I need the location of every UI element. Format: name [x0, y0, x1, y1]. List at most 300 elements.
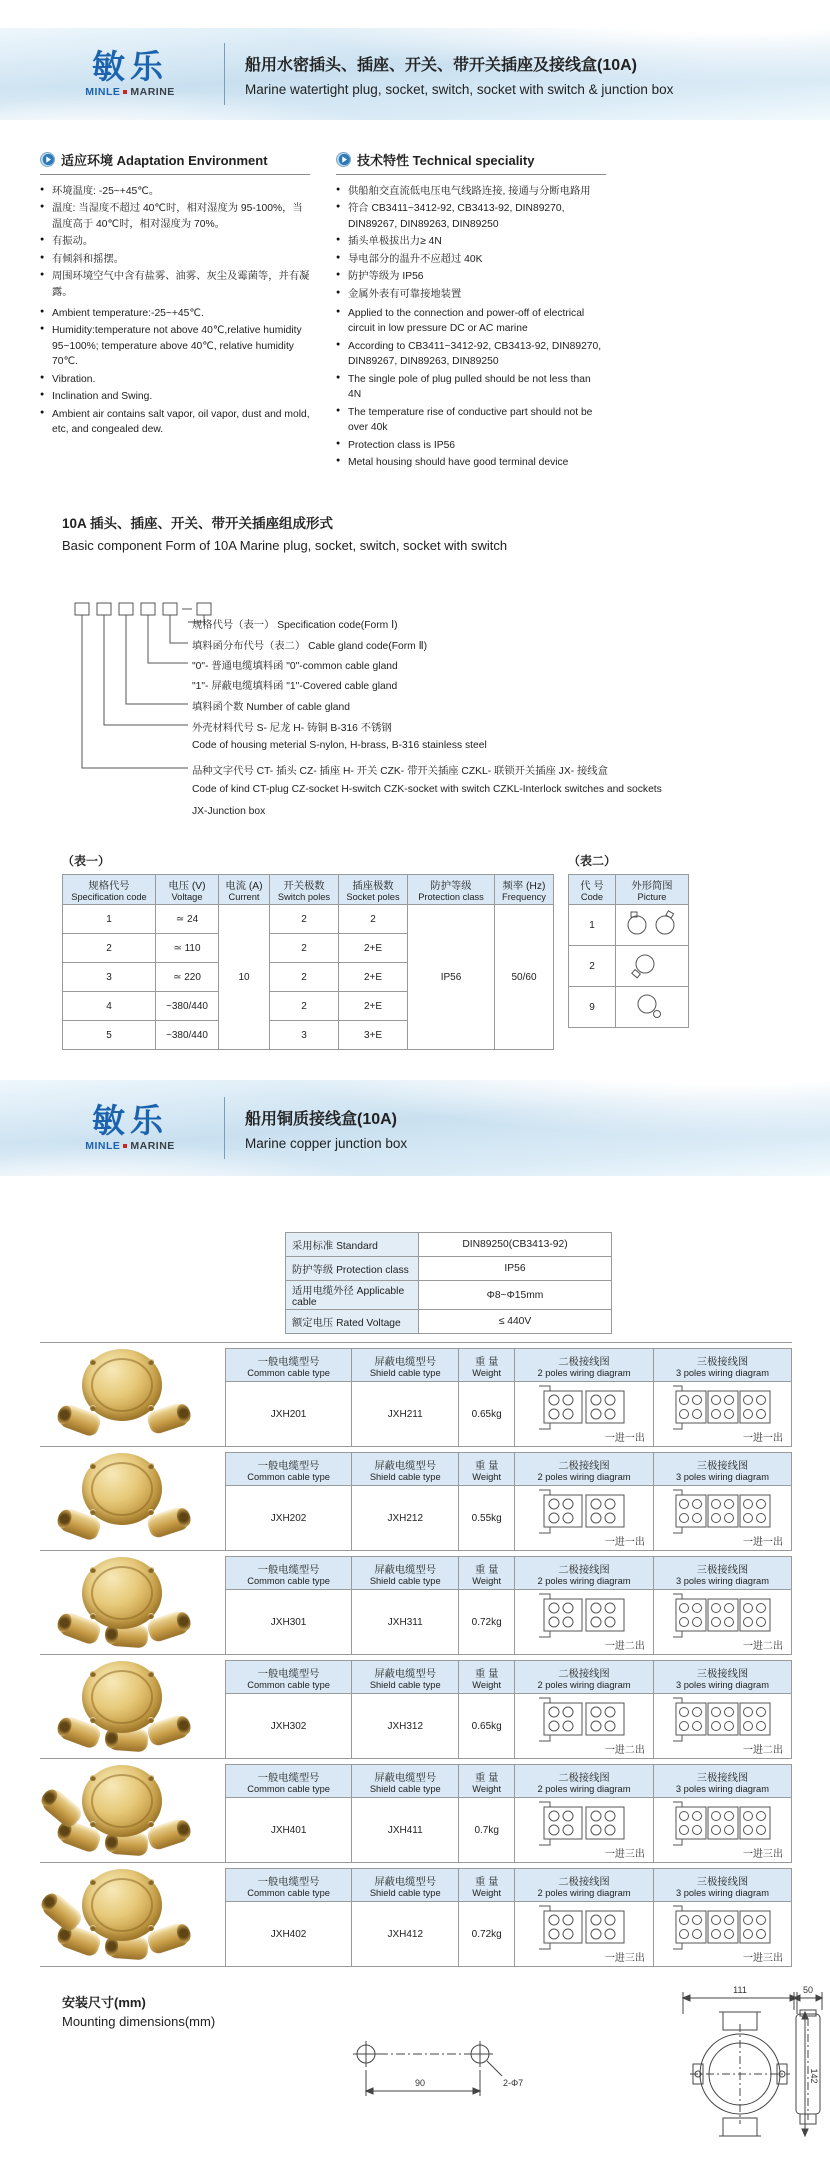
- wiring-diagram-3-poles-icon: [672, 1385, 772, 1431]
- header-en: 3 poles wiring diagram: [675, 1679, 769, 1690]
- page1-title-cn: 船用水密插头、插座、开关、带开关插座及接线盒(10A): [245, 56, 638, 74]
- header-en: 3 poles wiring diagram: [675, 1471, 769, 1482]
- wiring-3p-cell: [653, 1382, 791, 1447]
- section-bullet-icon: [336, 152, 351, 167]
- section-bullet-icon: [40, 152, 55, 167]
- header-divider: [224, 1097, 225, 1159]
- product-row-jxh202: [40, 1446, 792, 1550]
- feature-columns: [40, 150, 606, 472]
- header-en: 2 poles wiring diagram: [537, 1575, 631, 1586]
- spec-code-cell: 4: [63, 992, 156, 1021]
- list-item: ● 供船舶交直流低电压电气线路连接, 接通与分断电路用: [336, 184, 606, 199]
- flow-label: 一进二出: [604, 1640, 645, 1652]
- flow-label: 一进一出: [743, 1432, 783, 1444]
- form2-label: （表二）: [568, 854, 617, 868]
- flow-label: 一进三出: [604, 1848, 645, 1860]
- header-en: 2 poles wiring diagram: [537, 1887, 631, 1898]
- technical-heading-text: 技术特性 Technical speciality: [357, 153, 535, 168]
- weight-cell: 0.65kg: [459, 1694, 515, 1759]
- header-en: Shield cable type: [369, 1471, 441, 1482]
- socket-poles-cell: 3+E: [339, 1021, 408, 1050]
- table-row: [569, 946, 689, 987]
- product-table: [225, 1348, 792, 1447]
- common-type-cell: JXH301: [226, 1590, 352, 1655]
- table-row: [286, 1310, 612, 1334]
- standard-value: DIN89250(CB3413-92): [419, 1233, 612, 1257]
- shield-type-cell: JXH312: [352, 1694, 459, 1759]
- brand-red-dot-icon: [123, 90, 127, 94]
- standard-value: IP56: [419, 1257, 612, 1281]
- product-table: [225, 1764, 792, 1863]
- switch-poles-cell: 2: [270, 905, 339, 934]
- product-row-jxh402: [40, 1862, 792, 1967]
- gland-code-cell: 9: [569, 987, 616, 1028]
- technical-section: [336, 150, 606, 472]
- header-cn: 频率 (Hz): [502, 881, 546, 892]
- technical-heading: [336, 150, 606, 175]
- gland-picture-cell: [616, 946, 689, 987]
- header-cn: 一般电缆型号: [257, 1668, 320, 1680]
- label-cn: 采用标准: [292, 1241, 334, 1252]
- component-form-title-en: Basic component Form of 10A Marine plug, socket, switch, socket with switch: [62, 538, 508, 553]
- shield-type-cell: JXH412: [352, 1902, 459, 1967]
- common-type-cell: JXH202: [226, 1486, 352, 1551]
- code-label-material-cn: 外壳材料代号 S- 尼龙 H- 铸铜 B-316 不锈钢: [192, 723, 392, 734]
- adaptation-cn-list: [40, 184, 310, 306]
- label-en: Protection class: [336, 1265, 409, 1276]
- table-row: [226, 1902, 792, 1967]
- junction-box-body: [82, 1661, 162, 1733]
- adaptation-heading: [40, 150, 310, 175]
- code-label-gland-code: 填料函分布代号（表二） Cable gland code(Form Ⅱ): [192, 641, 428, 652]
- list-item: ● Metal housing should have good terminal device: [336, 455, 606, 470]
- mounting-side-view-drawing: [786, 1984, 830, 2154]
- header-cn: 一般电缆型号: [257, 1772, 320, 1784]
- header-cn: 外形简图: [631, 881, 673, 892]
- wiring-3p-cell: [653, 1798, 791, 1863]
- header-en: Common cable type: [247, 1887, 330, 1898]
- list-item: ● 符合 CB3411~3412-92, CB3413-92, DIN89270, DIN89267, DIN89263, DIN89250: [336, 201, 606, 232]
- mounting-title-cn: 安装尺寸(mm): [62, 1995, 146, 2010]
- header-cn: 三极接线图: [696, 1668, 749, 1680]
- page2-header-band: [0, 1080, 830, 1176]
- wiring-2p-cell: [515, 1590, 654, 1655]
- standard-value: Φ8~Φ15mm: [419, 1281, 612, 1310]
- header-en: Voltage: [171, 892, 203, 902]
- list-item: ● Applied to the connection and power-off of electrical circuit in low pressure DC or AC marine: [336, 306, 606, 337]
- wiring-2p-cell: [515, 1486, 654, 1551]
- standard-value: ≤ 440V: [419, 1310, 612, 1334]
- table-row: [569, 905, 689, 946]
- list-item: ● 有振动。: [40, 234, 310, 249]
- header-en: 2 poles wiring diagram: [537, 1783, 631, 1794]
- header-en: Shield cable type: [369, 1783, 441, 1794]
- socket-poles-cell: 2+E: [339, 992, 408, 1021]
- header-cn: 屏蔽电缆型号: [374, 1564, 437, 1576]
- list-item: ● 金属外表有可靠接地装置: [336, 287, 606, 302]
- mounting-section: [0, 1978, 830, 2157]
- header-en: Socket poles: [346, 892, 400, 902]
- header-cn: 二极接线图: [558, 1876, 610, 1888]
- flow-label: 一进三出: [743, 1848, 783, 1860]
- header-en: 2 poles wiring diagram: [537, 1471, 631, 1482]
- adaptation-en-list: [40, 306, 310, 438]
- code-label-specification: 规格代号（表一） Specification code(Form Ⅰ): [192, 620, 398, 631]
- switch-poles-cell: 3: [270, 1021, 339, 1050]
- component-form-title: [62, 512, 662, 553]
- standards-table: [285, 1232, 612, 1334]
- table-row: [569, 987, 689, 1028]
- page1-title: [245, 52, 673, 97]
- product-table: [225, 1868, 792, 1967]
- list-item: ● Vibration.: [40, 372, 310, 387]
- wiring-2p-cell: [515, 1798, 654, 1863]
- brand-logo-en: [85, 86, 175, 98]
- form1-block: [62, 852, 554, 1050]
- common-type-cell: JXH402: [226, 1902, 352, 1967]
- header-en: 3 poles wiring diagram: [675, 1367, 769, 1378]
- common-type-cell: JXH401: [226, 1798, 352, 1863]
- product-photo: [44, 1661, 206, 1753]
- spec-code-cell: 5: [63, 1021, 156, 1050]
- flow-label: 一进二出: [743, 1640, 783, 1652]
- product-row-jxh401: [40, 1758, 792, 1862]
- wiring-diagram-2-poles-icon: [536, 1593, 632, 1639]
- header-en: Shield cable type: [369, 1887, 441, 1898]
- header-en: Picture: [637, 892, 667, 902]
- page1-header-band: [0, 28, 830, 120]
- switch-poles-cell: 2: [270, 934, 339, 963]
- header-cn: 插座极数: [352, 881, 394, 892]
- wiring-3p-cell: [653, 1694, 791, 1759]
- product-photo: [44, 1453, 206, 1545]
- voltage-cell: ≃ 24: [156, 905, 219, 934]
- brand-logo-en2: MARINE: [130, 1140, 175, 1152]
- voltage-cell: ≃ 110: [156, 934, 219, 963]
- header-en: Protection class: [418, 892, 484, 902]
- flow-label: 一进二出: [604, 1744, 645, 1756]
- flow-label: 一进二出: [743, 1744, 783, 1756]
- standards-table-block: [285, 1232, 612, 1334]
- junction-box-body: [82, 1869, 162, 1941]
- header-en: Weight: [472, 1887, 502, 1898]
- list-item: ● Inclination and Swing.: [40, 389, 310, 404]
- header-cn: 三极接线图: [696, 1356, 749, 1368]
- brand-red-dot-icon: [123, 1144, 127, 1148]
- dim-depth: 50: [802, 1985, 814, 1995]
- header-cn: 二极接线图: [558, 1668, 610, 1680]
- header-cn: 重 量: [474, 1772, 499, 1784]
- header-cn: 重 量: [474, 1668, 499, 1680]
- socket-poles-cell: 2+E: [339, 934, 408, 963]
- mounting-title-en: Mounting dimensions(mm): [62, 2014, 216, 2029]
- product-photo: [44, 1869, 206, 1961]
- wiring-diagram-3-poles-icon: [672, 1593, 772, 1639]
- weight-cell: 0.72kg: [459, 1902, 515, 1967]
- flow-label: 一进三出: [743, 1952, 783, 1964]
- header-en: Weight: [472, 1471, 502, 1482]
- header-en: Frequency: [502, 892, 546, 902]
- shield-type-cell: JXH311: [352, 1590, 459, 1655]
- dim-hole-pitch: 90: [414, 2078, 426, 2088]
- header-cn: 二极接线图: [558, 1772, 610, 1784]
- product-list: [40, 1342, 792, 1967]
- wiring-diagram-2-poles-icon: [536, 1801, 632, 1847]
- wiring-2p-cell: [515, 1902, 654, 1967]
- header-cn: 屏蔽电缆型号: [374, 1772, 437, 1784]
- header-cn: 屏蔽电缆型号: [374, 1876, 437, 1888]
- brand-logo-en1: MINLE: [85, 86, 121, 98]
- wiring-2p-cell: [515, 1694, 654, 1759]
- flow-label: 一进一出: [604, 1432, 645, 1444]
- header-cn: 开关极数: [283, 881, 325, 892]
- code-label-material-en: Code of housing meterial S-nylon, H-brass, B-316 stainless steel: [192, 740, 487, 751]
- label-en: Rated Voltage: [336, 1318, 401, 1329]
- dim-width: 111: [733, 1985, 747, 1995]
- standard-label: [286, 1310, 419, 1334]
- socket-poles-cell: 2: [339, 905, 408, 934]
- table-row: [226, 1694, 792, 1759]
- header-cn: 防护等级: [430, 881, 472, 892]
- brand-logo-en2: MARINE: [130, 86, 175, 98]
- header-en: Common cable type: [247, 1471, 330, 1482]
- adaptation-section: [40, 150, 310, 472]
- adaptation-heading-text: 适应环境 Adaptation Environment: [61, 153, 268, 168]
- wiring-diagram-3-poles-icon: [672, 1489, 772, 1535]
- list-item: ● The temperature rise of conductive part should not be over 40k: [336, 405, 606, 436]
- header-en: 3 poles wiring diagram: [675, 1783, 769, 1794]
- junction-box-side-outline-icon: [623, 992, 681, 1020]
- table-row: [226, 1486, 792, 1551]
- table-row: [286, 1281, 612, 1310]
- brand-logo: [54, 1104, 206, 1152]
- header-cn: 三极接线图: [696, 1876, 749, 1888]
- weight-cell: 0.7kg: [459, 1798, 515, 1863]
- label-en: Standard: [336, 1241, 378, 1252]
- header-cn: 电压 (V): [168, 881, 206, 892]
- header-en: Shield cable type: [369, 1367, 441, 1378]
- brand-logo-cn: 敏乐: [92, 1102, 168, 1139]
- junction-box-body: [82, 1349, 162, 1421]
- technical-en-list: [336, 306, 606, 470]
- header-en: 2 poles wiring diagram: [537, 1679, 631, 1690]
- junction-box-front-and-side-outline-icon: [623, 910, 681, 938]
- switch-poles-cell: 2: [270, 963, 339, 992]
- junction-box-body: [82, 1765, 162, 1837]
- table-row: [226, 1590, 792, 1655]
- header-cn: 重 量: [474, 1460, 499, 1472]
- product-row-jxh301: [40, 1550, 792, 1654]
- junction-box-body: [82, 1453, 162, 1525]
- code-label-kind-en: Code of kind CT-plug CZ-socket H-switch CZK-socket with switch CZKL-Interlock switches and sockets: [192, 784, 662, 795]
- junction-box-side-outline-icon: [623, 951, 681, 979]
- product-photo: [44, 1349, 206, 1441]
- wiring-diagram-2-poles-icon: [536, 1905, 632, 1951]
- specification-tables: [62, 852, 689, 1050]
- standard-label: [286, 1233, 419, 1257]
- header-cn: 一般电缆型号: [257, 1356, 320, 1368]
- form2-table: [568, 874, 689, 1028]
- table-row: [226, 1382, 792, 1447]
- spec-code-cell: 3: [63, 963, 156, 992]
- list-item: ● Ambient temperature:-25~+45℃.: [40, 306, 310, 321]
- junction-box-body: [82, 1557, 162, 1629]
- code-label-kind-jx: JX-Junction box: [192, 806, 266, 817]
- list-item: ● 有倾斜和摇摆。: [40, 252, 310, 267]
- header-cn: 屏蔽电缆型号: [374, 1460, 437, 1472]
- wiring-diagram-3-poles-icon: [672, 1697, 772, 1743]
- label-cn: 适用电缆外径: [292, 1286, 354, 1297]
- gland-picture-cell: [616, 905, 689, 946]
- standard-label: [286, 1257, 419, 1281]
- header-cn: 二极接线图: [558, 1564, 610, 1576]
- header-en: Common cable type: [247, 1575, 330, 1586]
- spec-code-cell: 2: [63, 934, 156, 963]
- list-item: ● 插头单极拔出力≥ 4N: [336, 234, 606, 249]
- list-item: ● 导电部分的温升不应超过 40K: [336, 252, 606, 267]
- spec-code-cell: 1: [63, 905, 156, 934]
- socket-poles-cell: 2+E: [339, 963, 408, 992]
- header-cn: 重 量: [474, 1564, 499, 1576]
- list-item: ● 周围环境空气中含有盐雾、油雾、灰尘及霉菌等，并有凝露。: [40, 269, 310, 300]
- gland-picture-cell: [616, 987, 689, 1028]
- header-cn: 二极接线图: [558, 1460, 610, 1472]
- list-item: ● 环境温度: -25~+45℃。: [40, 184, 310, 199]
- header-en: Shield cable type: [369, 1679, 441, 1690]
- gland-code-cell: 2: [569, 946, 616, 987]
- weight-cell: 0.72kg: [459, 1590, 515, 1655]
- flow-label: 一进三出: [604, 1952, 645, 1964]
- dim-height: 142: [809, 2068, 819, 2084]
- code-label-kind-cn: 品种文字代号 CT- 插头 CZ- 插座 H- 开关 CZK- 带开关插座 CZKL- 联锁开关插座 JX- 接线盒: [192, 766, 608, 777]
- label-cn: 防护等级: [292, 1265, 334, 1276]
- gland-code-cell: 1: [569, 905, 616, 946]
- component-form-title-cn: 10A 插头、插座、开关、带开关插座组成形式: [62, 516, 334, 531]
- label-en: Applicable cable: [292, 1286, 405, 1308]
- header-en: Code: [580, 892, 604, 902]
- header-en: Weight: [472, 1783, 502, 1794]
- switch-poles-cell: 2: [270, 992, 339, 1021]
- weight-cell: 0.65kg: [459, 1382, 515, 1447]
- header-en: Switch poles: [277, 892, 331, 902]
- header-en: 3 poles wiring diagram: [675, 1887, 769, 1898]
- header-cn: 三极接线图: [696, 1772, 749, 1784]
- wiring-2p-cell: [515, 1382, 654, 1447]
- header-en: Shield cable type: [369, 1575, 441, 1586]
- table-row: [226, 1798, 792, 1863]
- frequency-cell: 50/60: [495, 905, 554, 1050]
- list-item: ● 防护等级为 IP56: [336, 269, 606, 284]
- dim-holes: 2-Φ7: [503, 2078, 524, 2088]
- wiring-diagram-2-poles-icon: [536, 1385, 632, 1431]
- mounting-holes-drawing: [350, 2034, 535, 2112]
- wiring-diagram-2-poles-icon: [536, 1489, 632, 1535]
- header-divider: [224, 43, 225, 105]
- type-code-diagram: [62, 588, 662, 843]
- table-row: [286, 1257, 612, 1281]
- header-en: Common cable type: [247, 1679, 330, 1690]
- header-cn: 一般电缆型号: [257, 1876, 320, 1888]
- common-type-cell: JXH201: [226, 1382, 352, 1447]
- header-cn: 代 号: [580, 881, 604, 892]
- header-cn: 三极接线图: [696, 1564, 749, 1576]
- product-table: [225, 1452, 792, 1551]
- header-cn: 一般电缆型号: [257, 1460, 320, 1472]
- shield-type-cell: JXH411: [352, 1798, 459, 1863]
- header-en: Current: [228, 892, 260, 902]
- header-en: Common cable type: [247, 1783, 330, 1794]
- header-cn: 屏蔽电缆型号: [374, 1356, 437, 1368]
- page2-title-cn: 船用铜质接线盒(10A): [245, 1110, 398, 1128]
- voltage-cell: ~380/440: [156, 992, 219, 1021]
- list-item: ● The single pole of plug pulled should be not less than 4N: [336, 372, 606, 403]
- header-cn: 重 量: [474, 1356, 499, 1368]
- list-item: ● According to CB3411~3412-92, CB3413-92, DIN89270, DIN89267, DIN89263, DIN89250: [336, 339, 606, 370]
- voltage-cell: ≃ 220: [156, 963, 219, 992]
- page1-title-en: Marine watertight plug, socket, switch, socket with switch & junction box: [245, 81, 674, 97]
- table-row: [286, 1233, 612, 1257]
- code-label-gland-number: 填料函个数 Number of cable gland: [192, 702, 350, 713]
- technical-cn-list: [336, 184, 606, 306]
- flow-label: 一进一出: [743, 1536, 783, 1548]
- header-en: 2 poles wiring diagram: [537, 1367, 631, 1378]
- header-cn: 规格代号: [88, 881, 130, 892]
- header-cn: 三极接线图: [696, 1460, 749, 1472]
- product-photo: [44, 1557, 206, 1649]
- standard-label: [286, 1281, 419, 1310]
- header-en: Weight: [472, 1679, 502, 1690]
- page2-title-en: Marine copper junction box: [245, 1135, 408, 1151]
- brand-logo-en: [85, 1140, 175, 1152]
- flow-label: 一进一出: [604, 1536, 645, 1548]
- header-cn: 屏蔽电缆型号: [374, 1668, 437, 1680]
- weight-cell: 0.55kg: [459, 1486, 515, 1551]
- header-cn: 二极接线图: [558, 1356, 610, 1368]
- product-row-jxh302: [40, 1654, 792, 1758]
- header-cn: 电流 (A): [225, 881, 263, 892]
- header-en: 3 poles wiring diagram: [675, 1575, 769, 1586]
- product-table: [225, 1556, 792, 1655]
- header-en: Common cable type: [247, 1367, 330, 1378]
- list-item: ● Ambient air contains salt vapor, oil vapor, dust and mold, etc, and congealed dew.: [40, 407, 310, 438]
- current-cell: 10: [219, 905, 270, 1050]
- wiring-diagram-2-poles-icon: [536, 1697, 632, 1743]
- table-row: [63, 905, 554, 934]
- code-label-gland-0: "0"- 普通电缆填料函 "0"-common cable gland: [192, 661, 398, 672]
- header-en: Specification code: [71, 892, 147, 902]
- wiring-diagram-3-poles-icon: [672, 1905, 772, 1951]
- shield-type-cell: JXH211: [352, 1382, 459, 1447]
- shield-type-cell: JXH212: [352, 1486, 459, 1551]
- brand-logo: [54, 50, 206, 98]
- form2-block: [568, 852, 689, 1050]
- header-en: Weight: [472, 1575, 502, 1586]
- header-en: Weight: [472, 1367, 502, 1378]
- list-item: ● Protection class is IP56: [336, 438, 606, 453]
- wiring-diagram-3-poles-icon: [672, 1801, 772, 1847]
- list-item: ● Humidity:temperature not above 40℃,relative humidity 95~100%; temperature above 40℃, relative humidity 70℃.: [40, 323, 310, 369]
- product-row-jxh201: [40, 1342, 792, 1446]
- voltage-cell: ~380/440: [156, 1021, 219, 1050]
- wiring-3p-cell: [653, 1902, 791, 1967]
- brand-logo-en1: MINLE: [85, 1140, 121, 1152]
- label-cn: 额定电压: [292, 1318, 334, 1329]
- product-photo: [44, 1765, 206, 1857]
- form1-table: [62, 874, 554, 1050]
- header-cn: 一般电缆型号: [257, 1564, 320, 1576]
- brand-logo-cn: 敏乐: [92, 48, 168, 85]
- list-item: ● 温度: 当湿度不超过 40℃时，相对湿度为 95-100%，当温度高于 40℃时，相对湿度为 70%。: [40, 201, 310, 232]
